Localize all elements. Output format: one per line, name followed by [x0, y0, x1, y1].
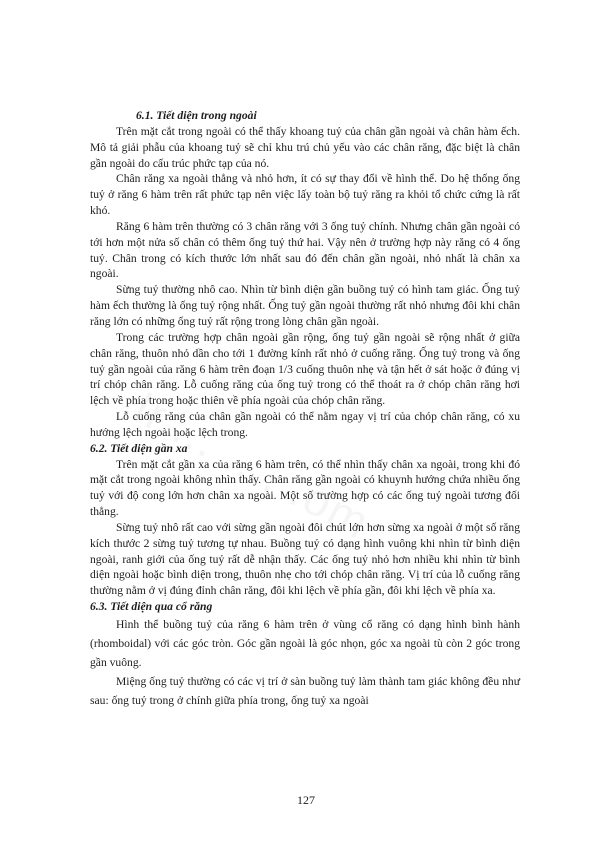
paragraph: Chân răng xa ngoài thẳng và nhỏ hơn, ít có sự thay đổi về hình thể. Do hệ thống ống tuỷ ở răng 6 hàm trên rất phức tạp nên việc lấy toàn bộ tuỷ răng ra khỏi tổ chức cứng là rất khó.	[90, 172, 520, 218]
paragraph: Hình thể buồng tuỷ của răng 6 hàm trên ở vùng cổ răng có dạng hình bình hành (rhomboidal) với các góc tròn. Góc gần ngoài là góc nhọn, góc xa ngoài tù còn 2 góc trong gần vuông.	[90, 618, 520, 669]
paragraph: Trong các trường hợp chân ngoài gần rộng, ống tuỷ gần ngoài sẽ rộng nhất ở giữa chân răng, thuôn nhỏ dần cho tới 1 đường kính rất nhỏ ở cuống răng. Ống tuỷ trong và ống tuỷ gần ngoài của răng 6 hàm trên đoạn 1/3 cuống thuôn nhẹ và tận hết ở sát hoặc ở đúng vị trí chóp chân răng. Lỗ cuống răng của ống tuỷ trong có thể thoát ra ở chóp chân răng hơi lệch về phía trong hoặc thiên về phía ngoài của chóp chân răng.	[90, 330, 520, 408]
section-heading-6-2: 6.2. Tiết diện gần xa	[90, 441, 188, 455]
page-number: 127	[297, 793, 315, 807]
paragraph: Lỗ cuống răng của chân gần ngoài có thể nằm ngay vị trí của chóp chân răng, có xu hướng lệch ngoài hoặc lệch trong.	[90, 410, 520, 439]
paragraph: Sừng tuỷ nhô rất cao với sừng gần ngoài đôi chút lớn hơn sừng xa ngoài ở một số răng kích thước 2 sừng tuỷ tương tự nhau. Buồng tuỷ có dạng hình vuông khi nhìn từ bình diện ngoài, ranh giới của ống tuỷ rất dễ nhận thấy. Các ống tuỷ nhỏ hơn nhiều khi nhìn từ bình diện ngoài hoặc bình diện trong, thuôn nhẹ cho tới chóp chân răng. Vị trí của lỗ cuống răng thường nằm ở vị đúng đỉnh chân răng, đôi khi lệch về phía gần, đôi khi lệch về phía xa.	[90, 520, 520, 598]
paragraph: Trên mặt cắt gần xa của răng 6 hàm trên, có thể nhìn thấy chân xa ngoài, trong khi đó mặt cắt trong ngoài không nhìn thấy. Chân răng gần ngoài có khuynh hướng chứa nhiều ống tuỷ với độ cong lớn hơn chân xa ngoài. Một số trường hợp có các ống tuỷ ngoài tương đối thẳng.	[90, 457, 520, 519]
section-heading-6-1: 6.1. Tiết diện trong ngoài	[136, 109, 257, 122]
paragraph: Răng 6 hàm trên thường có 3 chân răng với 3 ống tuỷ chính. Nhưng chân gần ngoài có tới hơn một nửa số chân có thêm ống tuỷ thứ hai. Vậy nên ở trường hợp này răng có 4 ống tuỷ. Chân trong có kích thước lớn nhất sau đó đến chân gần ngoài, nhỏ nhất là chân xa ngoài.	[90, 219, 520, 281]
paragraph: Miệng ống tuỷ thường có các vị trí ở sàn buồng tuỷ làm thành tam giác không đều như sau: ống tuỷ trong ở chính giữa phía trong, ống tuỷ xa ngoài	[90, 675, 520, 707]
page-content	[90, 108, 520, 710]
paragraph: Sừng tuỷ thường nhô cao. Nhìn từ bình diện gần buồng tuỷ có hình tam giác. Ống tuỷ hàm ếch thường là ống tuỷ rộng nhất. Ống tuỷ gần ngoài thường rất nhỏ nhưng đôi khi chân răng lớn có những ống tuỷ rất rộng trong lòng chân gần ngoài.	[90, 283, 520, 328]
paragraph: Trên mặt cắt trong ngoài có thể thấy khoang tuỷ của chân gần ngoài và chân hàm ếch. Mô tả giải phẫu của khoang tuỷ sẽ chỉ khu trú chủ yếu vào các chân răng, đặc biệt là chân gần ngoài do cấu trúc phức tạp của nó.	[90, 124, 520, 170]
section-heading-6-3: 6.3. Tiết diện qua cổ răng	[90, 600, 213, 614]
